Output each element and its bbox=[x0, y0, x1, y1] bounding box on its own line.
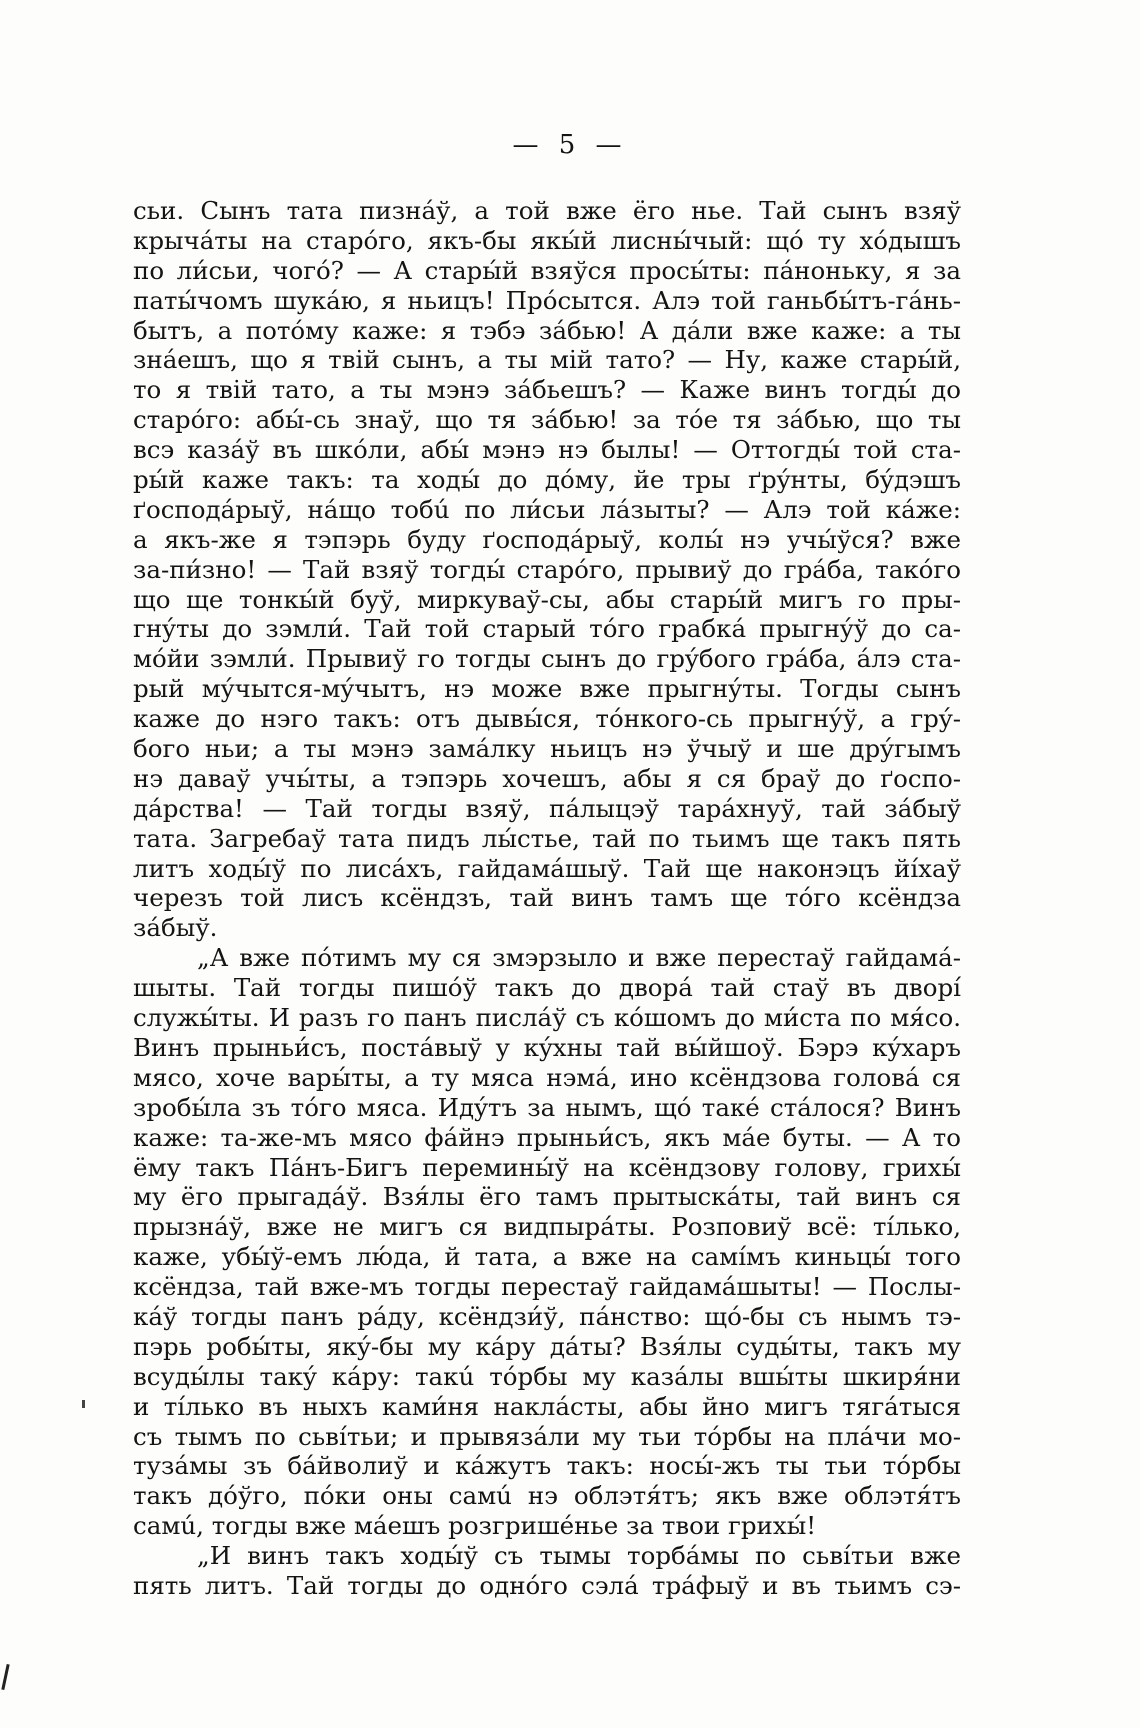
text-line: пять литъ. Тай тогды до однóго сэлá трáфыў и въ тьимъ сэ- bbox=[133, 1570, 961, 1600]
text-line: за-пи́зно! — Тай взяў тогды́ старóго, прывиў до грáба, такóго bbox=[133, 554, 961, 584]
text-line: каже до нэго такъ: отъ дывы́ся, тóнкого-сь прыгнýў, а грý- bbox=[133, 704, 961, 734]
text-line: прызнáў, вже не мигъ ся видпырáты. Розповиў всё: ті́лько, bbox=[133, 1212, 961, 1242]
text-line: каже: та-же-мъ мясо фáйнэ прыньи́съ, якъ мáе буты. — А то bbox=[133, 1122, 961, 1152]
text-line: ёму такъ Пáнъ-Бигъ перемины́ў на ксёндзову голову, грихы́ bbox=[133, 1152, 961, 1182]
margin-speck bbox=[82, 1400, 85, 1408]
text-line: знáешъ, що я твій сынъ, а ты мій тато? — Ну, каже стары́й, bbox=[133, 345, 961, 375]
text-line: паты́чомъ шукáю, я ньицъ! Прóсытся. Алэ той ганьбы́тъ-гáнь- bbox=[133, 285, 961, 315]
text-line: дáрства! — Тай тогды взяў, пáлыцэў тарáхнуў, тай зáбыў bbox=[133, 793, 961, 823]
text-line: Винъ прыньи́съ, постáвыў у кýхны тай вы́йшоў. Бэрэ кýхаръ bbox=[133, 1032, 961, 1062]
text-line: гнýты до зэмли́. Тай той старый тóго грабкá прыгнýў до са- bbox=[133, 614, 961, 644]
text-line: бытъ, а потóму каже: я тэбэ зáбью! А дáли вже каже: а ты bbox=[133, 315, 961, 345]
margin-mark bbox=[1, 1664, 9, 1690]
text-line: тузáмы зъ бáйволиў и кáжутъ такъ: носы́-жъ ты тьи тóрбы bbox=[133, 1451, 961, 1481]
text-line: нэ даваў учы́ты, а тэпэрь хочешъ, абы я ся браў до ґоспо- bbox=[133, 763, 961, 793]
text-line: мясо, хоче вары́ты, а ту мяса нэмá, ино ксёндзова головá ся bbox=[133, 1062, 961, 1092]
text-line: зáбыў. bbox=[133, 913, 218, 943]
text-line: и ті́лько въ ныхъ ками́ня наклáсты, абы йно мигъ тягáтыся bbox=[133, 1391, 961, 1421]
text-line: бого ньи; а ты мэнэ замáлку ньицъ нэ ўчыў и ше дрýгымъ bbox=[133, 734, 961, 764]
text-line: ґосподáрыў, нáщо тобú по ли́сьи лáзыты? — Алэ той кáже: bbox=[133, 494, 961, 524]
text-line: самú, тогды вже мáешъ розгришéнье за твои грихы́! bbox=[133, 1511, 817, 1541]
text-line: ксёндза, тай вже-мъ тогды перестаў гайдамáшыты! — Послы- bbox=[133, 1272, 961, 1302]
text-line: всэ казáў въ шкóли, абы́ мэнэ нэ былы! — Оттогды́ той ста- bbox=[133, 435, 961, 465]
text-line: зробы́ла зъ тóго мяса. Идýтъ за нымъ, щó такé стáлося? Винъ bbox=[133, 1092, 961, 1122]
text-line: всуды́лы такý кáру: такú тóрбы му казáлы вшы́ты шкиря́ни bbox=[133, 1361, 961, 1391]
text-line: старóго: абы́-сь знаў, що тя зáбью! за тóе тя зáбью, що ты bbox=[133, 405, 961, 435]
text-line: тата. Загребаў тата пидъ лы́стье, тай по тьимъ ще такъ пять bbox=[133, 823, 961, 853]
text-line: служы́ты. И разъ го панъ пислáў съ кóшомъ до ми́ста по мя́со. bbox=[133, 1003, 961, 1033]
text-line: такъ дóўго, пóки оны самú нэ облэтя́тъ; якъ вже облэтя́тъ bbox=[133, 1481, 961, 1511]
text-line: каже, убы́ў-емъ лю́да, й тата, а вже на самíмъ киньцы́ того bbox=[133, 1242, 961, 1272]
text-line: съ тымъ по сьвíтьи; и прывязáли му тьи тóрбы на плáчи мо- bbox=[133, 1421, 961, 1451]
text-line: а якъ-же я тэпэрь буду ґосподáрыў, колы́ нэ учы́ўся? вже bbox=[133, 524, 961, 554]
text-line: кáў тогды панъ рáду, ксёндзи́ў, пáнство: щó-бы съ нымъ тэ- bbox=[133, 1301, 961, 1331]
paragraph bbox=[133, 1541, 961, 1601]
text-line: му ёго прыгадáў. Взя́лы ёго тамъ прытыскáты, тай винъ ся bbox=[133, 1182, 961, 1212]
page-number: — 5 — bbox=[512, 130, 628, 160]
text-line: що ще тонкы́й буў, миркуваў-сы, абы стары́й мигъ го пры- bbox=[133, 584, 961, 614]
text-line: литъ ходы́ў по лисáхъ, гайдамáшыў. Тай ще наконэцъ йíхаў bbox=[133, 853, 961, 883]
text-line: „И винъ такъ ходы́ў съ тымы торбáмы по сьвíтьи вже bbox=[197, 1541, 961, 1571]
body-text bbox=[133, 196, 961, 1601]
paragraph bbox=[133, 943, 961, 1541]
text-line: крычáты на старóго, якъ-бы якы́й лисны́чый: щó ту хóдышъ bbox=[133, 225, 961, 255]
text-line: черезъ той лисъ ксёндзъ, тай винъ тамъ ще тóго ксёндза bbox=[133, 883, 961, 913]
text-line: пэрь робы́ты, якý-бы му кáру дáты? Взя́лы суды́ты, такъ му bbox=[133, 1331, 961, 1361]
text-line: сьи. Сынъ тата пизнáў, а той вже ёго нье. Тай сынъ взяў bbox=[133, 196, 961, 225]
text-line: мóйи зэмли́. Прывиў го тогды сынъ до грýбого грáба, áлэ ста- bbox=[133, 644, 961, 674]
text-line: рый мýчытся-мýчытъ, нэ може вже прыгнýты. Тогды сынъ bbox=[133, 674, 961, 704]
text-line: по ли́сьи, чогó? — А стары́й взяўся просы́ты: пáноньку, я за bbox=[133, 255, 961, 285]
text-line: шыты. Тай тогды пишóў такъ до дворá тай стаў въ дворí bbox=[133, 973, 961, 1003]
text-line: ры́й каже такъ: та ходы́ до дóму, йе тры ґрýнты, бýдэшъ bbox=[133, 465, 961, 495]
text-line: „А вже пóтимъ му ся змэрзыло и вже перестаў гайдамá- bbox=[197, 943, 961, 973]
text-line: то я твій тато, а ты мэнэ зáбьешъ? — Каже винъ тогды́ до bbox=[133, 375, 961, 405]
paragraph bbox=[133, 196, 961, 943]
